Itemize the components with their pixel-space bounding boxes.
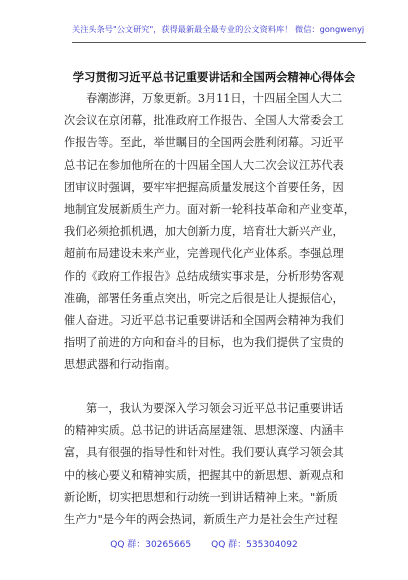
text-line: 新论断，切实把思想和行动统一到讲话精神上来。"新质 xyxy=(64,490,338,504)
text-line: 中的核心要义和精神实质，把握其中的新思想、新观点和 xyxy=(64,468,344,482)
paragraph-intro xyxy=(64,88,364,376)
paragraph-first-point xyxy=(64,398,364,531)
text-line: 作的《政府工作报告》总结成绩实事求是，分析形势客观 xyxy=(64,269,344,283)
text-line: 第一，我认为要深入学习领会习近平总书记重要讲话 xyxy=(86,402,344,415)
text-line: 的精神实质。总书记的讲话高屋建瓴、思想深邃、内涵丰 xyxy=(64,424,344,438)
text-line: 春潮澎湃，万象更新。3月11日，十四届全国人大二 xyxy=(86,92,343,105)
text-line: 团审议时强调，要牢牢把握高质量发展这个首要任务，因 xyxy=(64,180,344,194)
document-title: 学习贯彻习近平总书记重要讲话和全国两会精神心得体会 xyxy=(72,71,356,84)
header-divider xyxy=(72,42,366,43)
footer-contact xyxy=(0,537,408,550)
text-line: 富，具有很强的指导性和针对性。我们要认真学习领会其 xyxy=(64,446,344,460)
text-line: 地制宜发展新质生产力。面对新一轮科技革命和产业变革， xyxy=(64,202,355,216)
footer-qq-group-2: QQ 群：535304092 xyxy=(211,540,298,550)
text-line: 总书记在参加他所在的十四届全国人大二次会议江苏代表 xyxy=(64,158,344,172)
text-line: 催人奋进。习近平总书记重要讲话和全国两会精神为我们 xyxy=(64,313,344,327)
text-line: 指明了前进的方向和奋斗的目标，也为我们提供了宝贵的 xyxy=(64,336,344,350)
text-line: 我们必须抢抓机遇，加大创新力度，培育壮大新兴产业， xyxy=(64,225,344,239)
text-line: 思想武器和行动指南。 xyxy=(64,358,176,372)
text-line: 准确，部署任务重点突出，听完之后很是让人提振信心， xyxy=(64,291,344,305)
text-line: 生产力"是今年的两会热词，新质生产力是社会生产过程 xyxy=(64,512,338,526)
footer-qq-group-1: QQ 群：30265665 xyxy=(110,540,192,550)
header-banner: 关注头条号"公文研究"，获得最新最全最专业的公文资料库！ 微信：gongwenyj xyxy=(72,24,365,34)
text-line: 超前布局建设未来产业，完善现代化产业体系。李强总理 xyxy=(64,247,344,261)
text-line: 次会议在京闭幕，批准政府工作报告、全国人大常委会工 xyxy=(64,114,344,128)
text-line: 作报告等。至此，举世瞩目的全国两会胜利闭幕。习近平 xyxy=(64,136,344,150)
